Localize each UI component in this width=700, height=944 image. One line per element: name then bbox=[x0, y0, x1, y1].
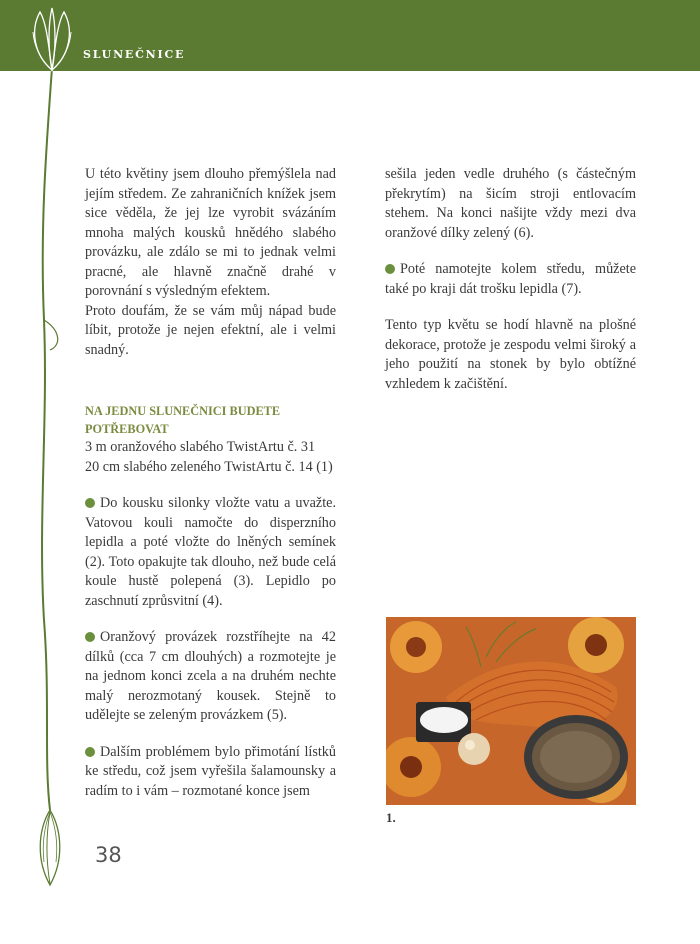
step-paragraph: Oranžový provázek rozstříhejte na 42 dílků (cca 7 cm dlouhých) a rozmotejte je na jednom konci zcela a na druhém nechte malý nerozmotaný kousek. Stejně to udělejte se zeleným provázkem (5). bbox=[85, 629, 336, 723]
materials-photo bbox=[386, 617, 636, 805]
bullet-icon bbox=[85, 632, 95, 642]
note-paragraph: Tento typ květu se hodí hlavně na plošné dekorace, protože je zespodu velmi široký a jeho použití na stonek by bylo obtížné vzhledem k začištění. bbox=[385, 317, 636, 392]
materials-heading: NA JEDNU SLUNEČNICI BUDETE POTŘEBOVAT bbox=[85, 404, 281, 436]
bullet-icon bbox=[385, 264, 395, 274]
sunflower-stem-decoration bbox=[0, 0, 90, 900]
intro-paragraph: U této květiny jsem dlouho přemýšlela nad jejím středem. Ze zahraničních knížek jsem sice věděla, že jej lze vyrobit svázáním mnoha malých kousků hnědého slabého provázku, ale zdálo se mi to jednak velmi pracné, ale hlavně značně drahé v porovnání s výsledným efektem. bbox=[85, 166, 336, 299]
seed-head-top-icon bbox=[33, 8, 71, 70]
step-continuation: sešila jeden vedle druhého (s částečným překrytím) na šicím stroji entlovacím stehem. Na konci našijte vždy mezi dva oranžové dílky zelený (6). bbox=[385, 166, 636, 241]
intro-paragraph-2: Proto doufám, že se vám můj nápad bude líbit, protože je nejen efektní, ale i velmi snadný. bbox=[85, 302, 336, 358]
material-item: 20 cm slabého zeleného TwistArtu č. 14 (1) bbox=[85, 458, 333, 475]
seed-head-bottom-icon bbox=[40, 810, 60, 885]
step-paragraph: Dalším problémem bylo přimotání lístků ke středu, což jsem vyřešila šalamounsky a radím to i vám – rozmotané konce jsem bbox=[85, 743, 336, 799]
left-column bbox=[85, 165, 336, 801]
page-number: 38 bbox=[95, 843, 122, 867]
material-item: 3 m oranžového slabého TwistArtu č. 31 bbox=[85, 439, 316, 455]
figure-caption: 1. bbox=[386, 810, 396, 825]
step-paragraph: Do kousku silonky vložte vatu a uvažte. Vatovou kouli namočte do disperzního lepidla a poté vložte do lněných semínek (2). Toto opakujte tak dlouho, než bude celá koule hustě polepená (3). Lepidlo po zaschnutí zprůsvitní (4). bbox=[85, 495, 336, 609]
bullet-icon bbox=[85, 747, 95, 757]
right-column bbox=[385, 165, 636, 394]
step-paragraph: Poté namotejte kolem středu, můžete také po kraji dát trošku lepidla (7). bbox=[385, 261, 636, 297]
chapter-title: SLUNEČNICE bbox=[83, 48, 186, 61]
bullet-icon bbox=[85, 498, 95, 508]
